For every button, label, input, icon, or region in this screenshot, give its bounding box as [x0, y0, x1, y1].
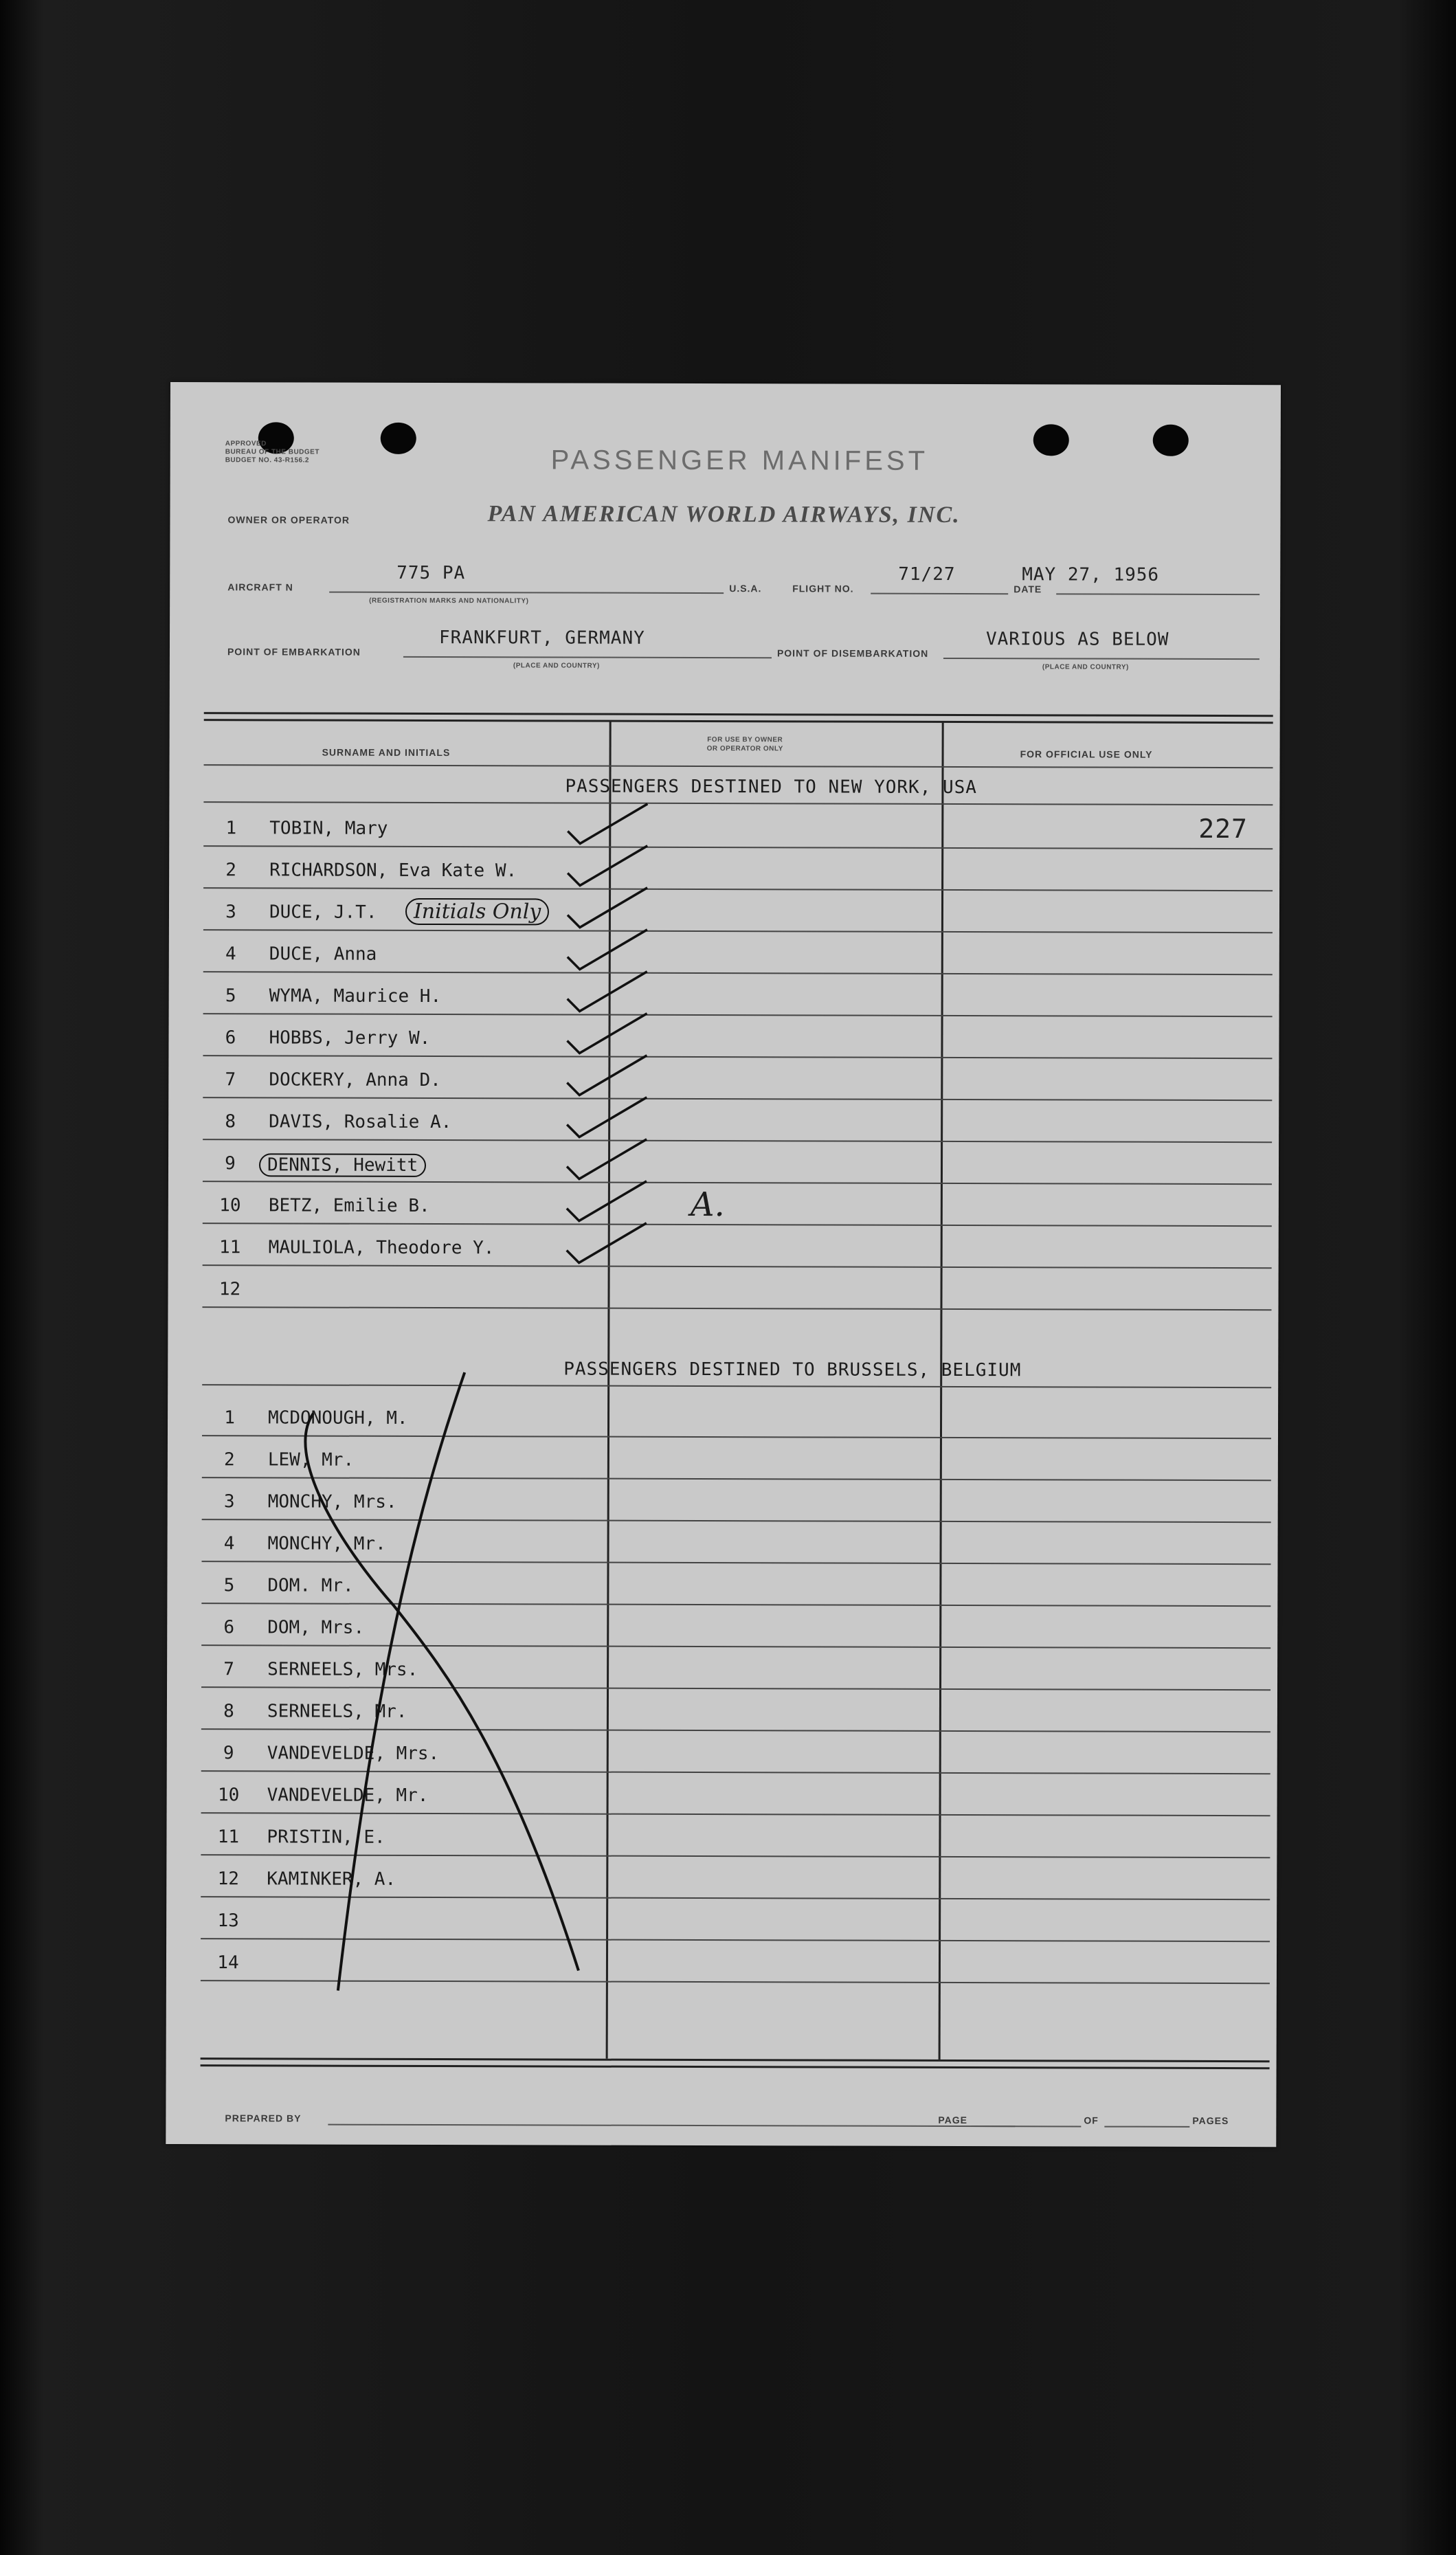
row-number: 9	[223, 1743, 234, 1764]
row-number: 7	[225, 1069, 236, 1091]
row-number: 1	[224, 1407, 235, 1429]
passenger-name: HOBBS, Jerry W.	[269, 1027, 431, 1049]
approval-line: BUREAU OF THE BUDGET	[225, 448, 320, 456]
disembarkation-label: POINT OF DISEMBARKATION	[776, 647, 929, 659]
embarkation-label: POINT OF EMBARKATION	[227, 646, 361, 658]
aircraft-value: 775 PA	[396, 562, 466, 584]
passenger-name: MCDONOUGH, M.	[268, 1407, 408, 1429]
passenger-name: DAVIS, Rosalie A.	[269, 1111, 452, 1133]
passenger-name: DUCE, Anna	[269, 944, 377, 965]
passenger-name: DENNIS, Hewitt	[259, 1153, 426, 1177]
approval-line: BUDGET NO. 43-R156.2	[225, 456, 309, 465]
row-number: 11	[219, 1237, 241, 1258]
passenger-name: PRISTIN, E.	[267, 1827, 385, 1848]
embarkation-sub: (PLACE AND COUNTRY)	[513, 662, 600, 670]
flight-value: 71/27	[898, 564, 956, 585]
handwritten-strike	[166, 382, 1281, 2147]
passenger-name: RICHARDSON, Eva Kate W.	[269, 860, 517, 882]
passenger-name: KAMINKER, A.	[267, 1868, 396, 1890]
passenger-name: DOCKERY, Anna D.	[269, 1069, 441, 1091]
row-number: 6	[223, 1617, 235, 1638]
row-number: 12	[219, 1279, 241, 1300]
row-number: 2	[224, 1449, 235, 1471]
date-value: MAY 27, 1956	[1022, 564, 1160, 585]
row-number: 10	[217, 1785, 240, 1806]
row-number: 3	[223, 1491, 235, 1513]
row-number: 7	[223, 1659, 234, 1680]
pages-label: PAGES	[1192, 2115, 1229, 2127]
passenger-name: VANDEVELDE, Mr.	[267, 1785, 429, 1806]
passenger-name: TOBIN, Mary	[269, 818, 388, 839]
passenger-name: VANDEVELDE, Mrs.	[267, 1743, 440, 1765]
row-number: 1	[225, 818, 237, 839]
of-label: OF	[1084, 2115, 1099, 2126]
date-label: DATE	[1013, 583, 1042, 595]
passenger-name: SERNEELS, Mrs.	[267, 1659, 418, 1680]
embarkation-value: FRANKFURT, GERMANY	[438, 627, 645, 649]
page-title: PASSENGER MANIFEST	[550, 445, 929, 476]
passenger-name: MONCHY, Mr.	[267, 1533, 386, 1554]
passenger-name: DOM. Mr.	[267, 1575, 354, 1596]
prepared-by-label: PREPARED BY	[225, 2112, 302, 2124]
col-owner-line: FOR USE BY OWNER	[707, 736, 783, 744]
col-surname-header: SURNAME AND INITIALS	[322, 746, 451, 759]
passenger-name: WYMA, Maurice H.	[269, 985, 442, 1007]
row-number: 5	[223, 1575, 235, 1596]
row-number: 9	[225, 1153, 236, 1174]
handwritten-note: Initials Only	[405, 898, 549, 926]
passenger-name: LEW, Mr.	[267, 1449, 355, 1471]
row-number: 8	[225, 1111, 236, 1133]
disembarkation-sub: (PLACE AND COUNTRY)	[1042, 663, 1129, 671]
passenger-name: SERNEELS, Mr.	[267, 1701, 407, 1722]
flight-label: FLIGHT NO.	[792, 583, 854, 594]
disembarkation-value: VARIOUS AS BELOW	[985, 629, 1169, 650]
passenger-name: DOM, Mrs.	[267, 1617, 365, 1638]
manifest-sheet	[166, 382, 1281, 2147]
section-heading: PASSENGERS DESTINED TO NEW YORK, USA	[565, 776, 978, 799]
handwritten-note: A.	[690, 1185, 725, 1225]
official-note: 227	[1198, 813, 1248, 845]
row-number: 3	[225, 902, 236, 923]
usa-label: U.S.A.	[729, 583, 762, 594]
row-number: 8	[223, 1701, 234, 1722]
row-number: 5	[225, 985, 236, 1007]
passenger-name: MONCHY, Mrs.	[267, 1491, 397, 1513]
owner-label: OWNER OR OPERATOR	[227, 514, 350, 526]
page-label: PAGE	[938, 2114, 968, 2126]
row-number: 4	[223, 1533, 235, 1554]
section-heading: PASSENGERS DESTINED TO BRUSSELS, BELGIUM	[563, 1359, 1022, 1381]
aircraft-label: AIRCRAFT N	[227, 581, 293, 593]
aircraft-sub: (REGISTRATION MARKS AND NATIONALITY)	[369, 596, 529, 605]
operator-name: PAN AMERICAN WORLD AIRWAYS, INC.	[487, 501, 961, 528]
row-number: 12	[217, 1868, 239, 1890]
row-number: 4	[225, 944, 236, 965]
approval-line: APPROVED	[225, 440, 267, 448]
row-number: 2	[225, 860, 237, 881]
passenger-name: BETZ, Emilie B.	[268, 1195, 430, 1216]
row-number: 10	[219, 1195, 241, 1216]
passenger-name: MAULIOLA, Theodore Y.	[268, 1237, 495, 1259]
col-official-header: FOR OFFICIAL USE ONLY	[1020, 748, 1153, 760]
row-number: 6	[225, 1027, 236, 1049]
row-number: 14	[217, 1952, 239, 1974]
row-number: 13	[217, 1910, 239, 1932]
passenger-name: DUCE, J.T.	[269, 902, 377, 923]
row-number: 11	[217, 1827, 240, 1848]
col-owner-line: OR OPERATOR ONLY	[706, 745, 783, 753]
